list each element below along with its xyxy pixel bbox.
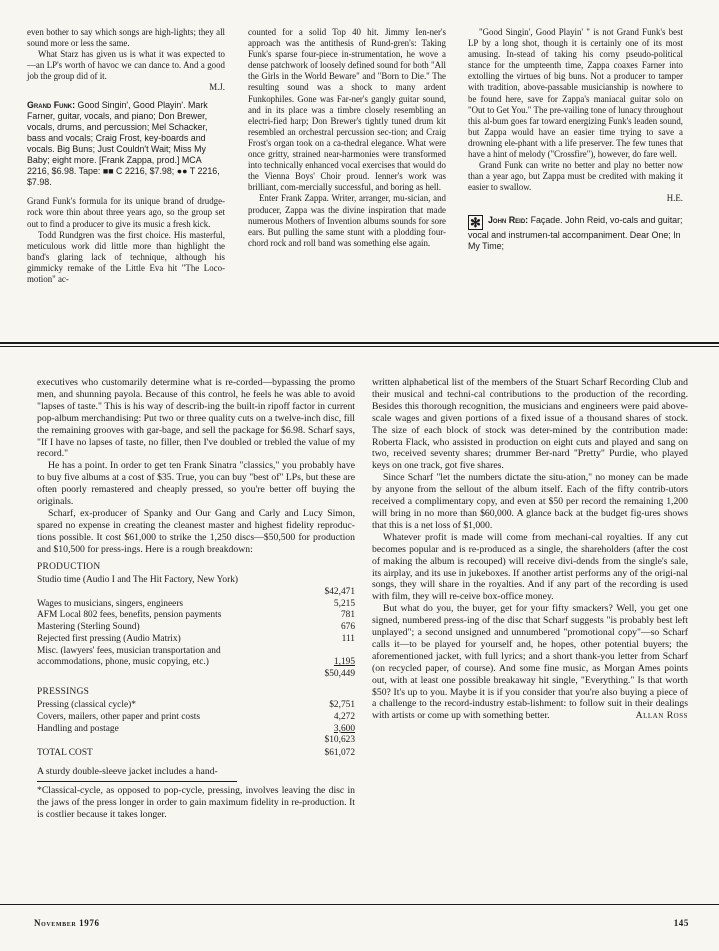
budget-row (37, 622, 355, 634)
paragraph: Since Scharf "let the numbers dictate the situ-ation," no money can be made by anyone from the sellout of the album itself. Each of the fifty contrib-utors received a complimentary copy, and even at $50 per record the remaining 1,200 will bring in no more than $60,000. A glance back at the budget fig-ures shows that this is a net loss of $1,000. (372, 472, 688, 531)
paragraph: Enter Frank Zappa. Writer, arranger, mu-sician, and producer, Zappa was the divine inspiration that made numerous Mothers of Invention albums sounds for sore ears. But pulling the same stunt with a plodding four-chord rock and roll band was something else again. (248, 193, 446, 248)
album-credit (468, 215, 683, 252)
paragraph-text: But what do you, the buyer, get for your fifty smackers? Well, you get one signed, numbered press-ing of the disc that Scharf suggests "is probably best left unplayed"; a second unsigned and unnumbered "promotional copy"—so Scharf calls it—to be played for yourself and, he hopes, other potential buyers; the aforementioned jacket, with full lyrics; and a short thank-you letter from Scharf (on recycled paper, of course). And some fine music, as Morgan Ames points out, with at least one possible breakaway hit single, "Everything." Is that worth $50? It's up to you. Maybe it is if you consider that you're also buying a piece of a challenge to the record-industry estab-lishment: to follow suit in their dealings with artists or come up with something better. (372, 603, 688, 722)
budget-row (37, 599, 355, 611)
budget-amount: $10,623 (324, 735, 355, 746)
recommended-badge-icon: ✻ (468, 215, 483, 230)
paragraph: Whatever profit is made will come from mechani-cal royalties. If any cut becomes popular and is re-produced as a single, the shareholders (after the cost of making the album is recouped) will receive divi-dends from the single's sale, its airplay, and its use in jukeboxes. If another artist performs any of the origi-nal songs, they will share in the royalties. And if any part of the recording is used with film, they will re-ceive box-office money. (372, 531, 688, 603)
paragraph: Todd Rundgren was the first choice. His masterful, meticulous work did little more than highlight the band's glaring lack of technique, although his gimmicky remake of the Little Eva hit "The Loco-motion" ac- (27, 229, 225, 284)
paragraph: executives who customarily determine what is re-corded—bypassing the promo men, and shunning payola. Because of this control, he feels he was able to avoid "lapses of taste." This is his way of describ-ing the built-in ripoff factor in current pop-album merchandising: Put two or three quality cuts on a twelve-inch disc, fill the remaining grooves with gar-bage, and sell the package for $6.98. Scharf says, "If I have no lapses of taste, no filler, then I've doubled or trebled the value of my record." (37, 377, 355, 460)
paragraph: counted for a solid Top 40 hit. Jimmy Ien-ner's approach was the antithesis of Rund-gren's: Taking Funk's sparse four-piece in-strumentation, he wove a dense patchwork of loosely defined sound for both "All the Girls in the World Beware" and "Born to Die." The resulting sound was a shock to many ardent Funkophiles. Gone was Far-ner's gangly guitar sound, and in its place was a timbre closely resembling an electri-fied harp; Don Brewer's tightly tuned drum kit resembled an orchestral percussion sec-tion; and Craig Frost's organ took on a ca-thedral elegance. What were once gritty, strained near-harmonies were transformed into technically enhanced vocal exercises that would do the Vienna Boys' Choir proud. Ienner's work was brilliant, com-mercially successful, and boring as hell. (248, 27, 446, 193)
review-column-1 (27, 27, 225, 285)
budget-section-heading: PRESSINGS (37, 686, 90, 697)
paragraph: "Good Singin', Good Playin' " is not Grand Funk's best LP by a long shot, though it is certainly one of its most amusing. In-stead of taking his corny pseudo-political stance for the umpteenth time, Zappa coaxes Farner into extolling the virtues of big buns. Not a producer to tamper with tradition, above-passable musicianship is nowhere to be found here, save for Zappa's maniacal guitar solo on "Out to Get You." The pre-vailing tone of lunacy throughout this al-bum goes far toward energizing Funk's leaden sound, but Zappa would have an easier time trying to save a drowning ele-phant with a life preserver. The few tunes that have a hint of melody ("Crossfire"), however, do fare well. (468, 27, 683, 160)
budget-label: Misc. (lawyers' fees, musician transportation and (37, 645, 221, 656)
budget-amount: $42,471 (324, 587, 355, 597)
album-credit (27, 100, 225, 189)
budget-subtotal (37, 669, 355, 681)
budget-label: Covers, mailers, other paper and print costs (37, 712, 200, 723)
paragraph: He has a point. In order to get ten Frank Sinatra "classics," you probably have to buy five albums at a cost of $35. True, you can buy "best of" LPs, but these are often poorly remastered and cheaply pressed, so you're better off buying the originals. (37, 460, 355, 508)
section-divider (0, 342, 719, 344)
footnote: *Classical-cycle, as opposed to pop-cycle, pressing, involves leaving the disc in the jaws of the press longer in order to gain maximum fidelity in re-production. It is costlier because it takes longer. (37, 784, 355, 820)
budget-label: Pressing (classical cycle)* (37, 700, 136, 711)
budget-amount: 676 (340, 622, 355, 633)
reviewer-initials: M.J. (209, 82, 225, 93)
budget-row (37, 634, 355, 646)
paragraph: Scharf, ex-producer of Spanky and Our Gang and Carly and Lucy Simon, spared no expense in creating the cleanest master and highest fidelity reproduc-tions possible. It cost $61,000 to strike the 1,250 discs—$50,500 for production and $10,500 for press-ings. Here is a rough breakdown: (37, 507, 355, 555)
budget-amount: $50,449 (324, 668, 355, 679)
paragraph: Grand Funk can write no better and play no better now than a year ago, but Zappa must be credited with making it easier to swallow. (468, 160, 683, 193)
budget-subtotal (37, 735, 355, 747)
budget-amount: 5,215 (333, 598, 355, 609)
paragraph: A sturdy double-sleeve jacket includes a hand- (37, 765, 218, 777)
paragraph (372, 603, 688, 722)
credit-details: Good Singin', Good Playin'. Mark Farner, guitar, vocals, and piano; Don Brewer, vocals, drums, and percussion; Mel Schacker, bass and vocals; Craig Frost, key-boards and vocals. Big Buns; Just Couldn't Wait; Miss My Baby; eight more. [Frank Zappa, prod.] MCA 2216, $6.98. Tape: ■■ C 2216, $7.98; ●● T 2216, $7.98. (27, 99, 220, 188)
budget-amount: 4,272 (333, 712, 355, 723)
author-byline: Allan Ross (635, 710, 688, 722)
budget-label: Wages to musicians, singers, engineers (37, 598, 184, 609)
budget-label: TOTAL COST (37, 748, 93, 759)
budget-amount: $2,751 (329, 700, 355, 711)
artist-name: John Reid: (488, 214, 529, 225)
budget-row (37, 712, 355, 724)
budget-table (37, 562, 355, 760)
budget-row (37, 575, 355, 587)
budget-total (37, 748, 355, 760)
review-column-2 (248, 27, 446, 249)
budget-row (37, 646, 355, 658)
budget-section-heading: PRODUCTION (37, 561, 101, 572)
footer-rule (0, 904, 719, 905)
article-column-left (37, 377, 355, 820)
budget-row (37, 610, 355, 622)
budget-row (37, 700, 355, 712)
budget-label: Rejected first pressing (Audio Matrix) (37, 633, 181, 644)
artist-name: Grand Funk: (27, 99, 76, 110)
section-divider (0, 346, 719, 347)
paragraph: even bother to say which songs are high-lights; they all sound more or less the same. (27, 27, 225, 49)
budget-label: Studio time (Audio I and The Hit Factory, New York) (37, 575, 239, 586)
review-column-3 (468, 27, 683, 260)
budget-amount: 111 (341, 633, 355, 644)
budget-amount: 3,600 (333, 723, 355, 734)
paragraph: What Starz has given us is what it was expected to—an LP's worth of havoc we can dance to. And a good job the group did of it. (27, 49, 225, 82)
article-column-right (372, 377, 688, 722)
footnote-rule (37, 781, 237, 782)
budget-label: accommodations, phone, music copying, etc.) (37, 657, 209, 668)
credit-details: Façade. John Reid, vo-cals and guitar; vocal and instrumen-tal accompaniment. Dear One; In My Time; (468, 214, 683, 251)
issue-date: November 1976 (34, 918, 100, 928)
reviewer-initials: H.E. (666, 193, 683, 204)
budget-row (37, 587, 355, 599)
budget-row (37, 657, 355, 669)
budget-amount: $61,072 (324, 748, 355, 759)
paragraph: written alphabetical list of the members of the Stuart Scharf Recording Club and their musical and techni-cal contributions to the production of the recording. Besides this thorough recognition, the musicians and engineers were paid above-scale wages and given portions of a fixed issue of a thousand shares of stock. The size of each block of stock was deter-mined by the contribution made: Roberta Flack, who assisted in production on eight cuts and played and sang on two, received seventy shares; drummer Ber-nard "Pretty" Purdie, who played keys on one track, got five shares. (372, 377, 688, 472)
page-number: 145 (673, 918, 689, 928)
budget-amount: 1,195 (333, 657, 355, 668)
budget-row (37, 724, 355, 736)
budget-amount: 781 (340, 610, 355, 621)
budget-label: AFM Local 802 fees, benefits, pension payments (37, 610, 222, 621)
budget-label: Handling and postage (37, 723, 119, 734)
paragraph: Grand Funk's formula for its unique brand of drudge-rock wore thin about three years ago, so the group set out to find a producer to give its music a fresh kick. (27, 196, 225, 229)
budget-label: Mastering (Sterling Sound) (37, 622, 140, 633)
